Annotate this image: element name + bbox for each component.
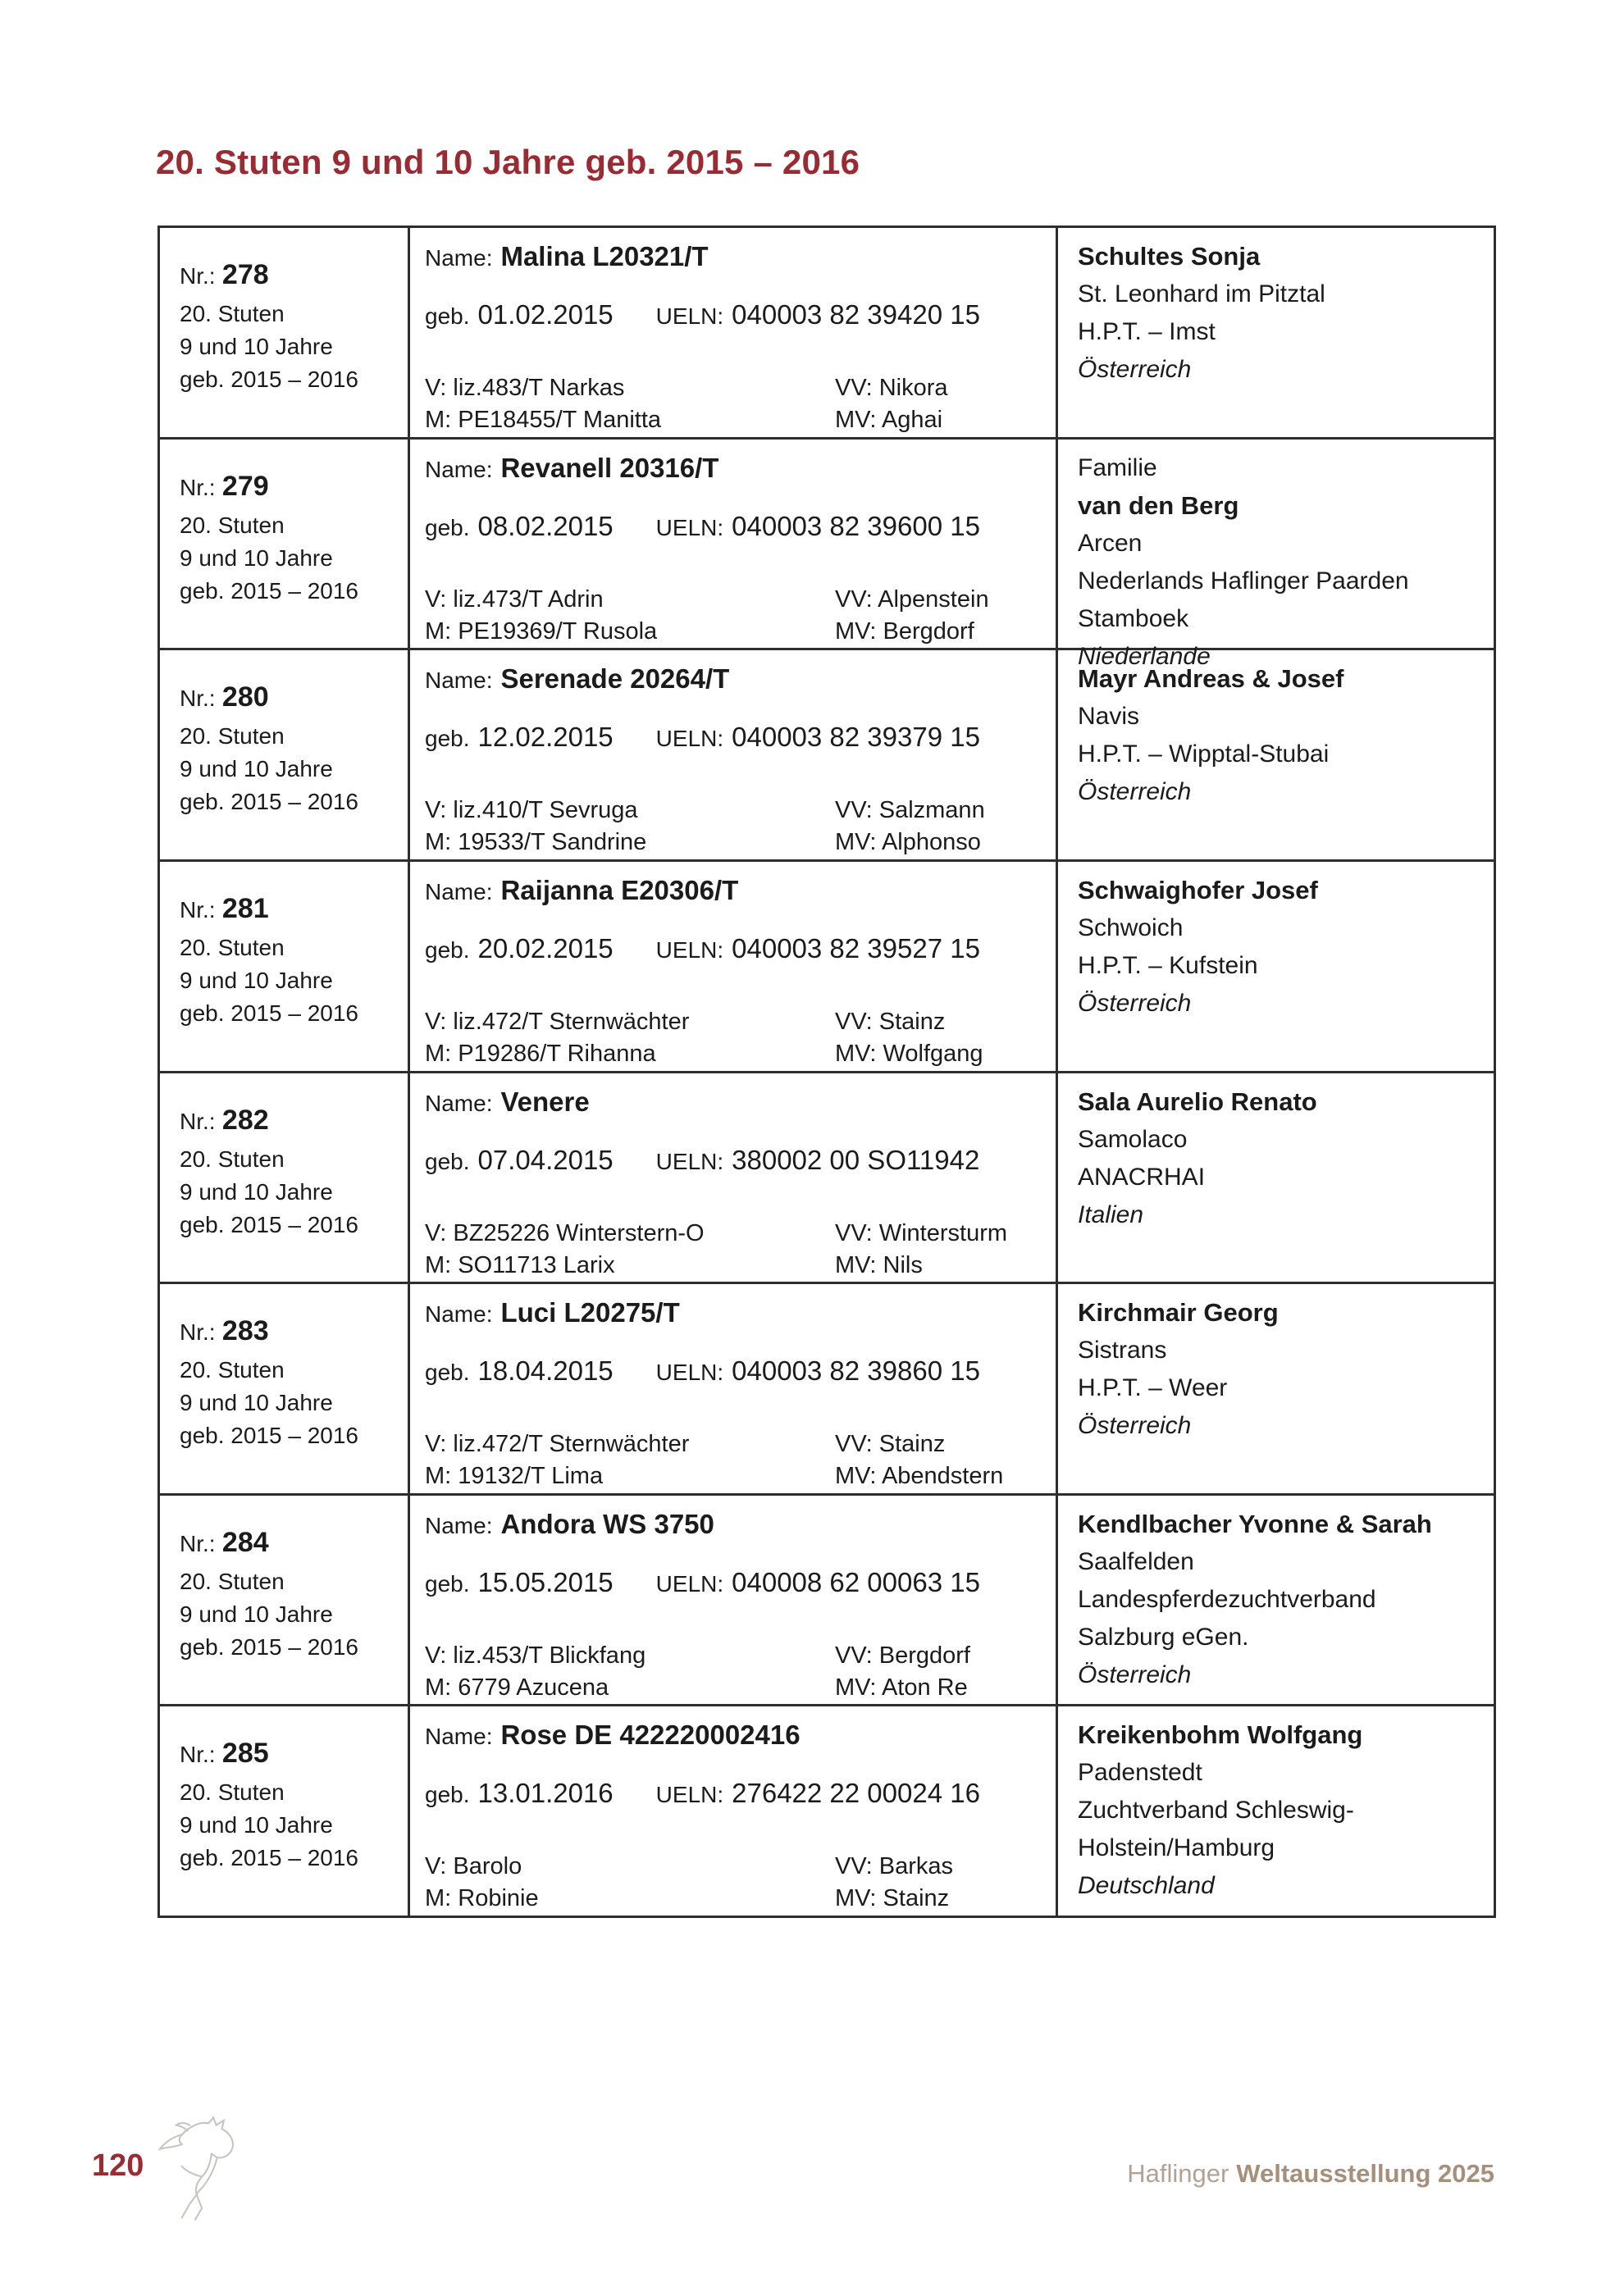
horse-name: Venere <box>500 1086 590 1117</box>
table-row <box>160 1706 1494 1916</box>
geb-label: geb. <box>425 514 470 540</box>
nr-line <box>180 259 396 291</box>
entry-number: 281 <box>221 892 269 924</box>
category-line: 9 und 10 Jahre <box>180 1178 333 1205</box>
entry-number-cell <box>160 1284 410 1493</box>
geb-label: geb. <box>425 1570 470 1597</box>
owner-line: H.P.T. – Weer <box>1078 1374 1228 1402</box>
owner-line: H.P.T. – Wipptal-Stubai <box>1078 740 1330 768</box>
nr-line <box>180 893 396 925</box>
dam-sire-label: MV: <box>835 1463 877 1490</box>
owner-line: Kirchmair Georg <box>1078 1298 1279 1328</box>
owner-line: Niederlande <box>1078 642 1211 670</box>
sire-label: V: <box>425 1642 447 1669</box>
sire-label: V: <box>425 1008 447 1035</box>
category-line: 9 und 10 Jahre <box>180 544 333 571</box>
name-label: Name: <box>425 245 493 271</box>
owner-line: Kendlbacher Yvonne & Sarah <box>1078 1509 1432 1538</box>
entry-number: 285 <box>221 1738 269 1770</box>
ueln-label: UELN: <box>655 936 724 963</box>
dam-label: M: <box>425 1463 452 1490</box>
owner-line: Arcen <box>1078 529 1143 557</box>
dam-label: M: <box>425 407 452 433</box>
entry-number-cell <box>160 650 410 859</box>
ueln-label: UELN: <box>655 1360 724 1386</box>
owner-line: Schultes Sonja <box>1078 242 1261 271</box>
category-line: 20. Stuten <box>180 1779 285 1806</box>
entry-number-cell <box>160 1706 410 1916</box>
dam-sire-label: MV: <box>835 829 877 856</box>
horse-name: Rose DE 422220002416 <box>500 1720 801 1751</box>
sire-sire-label: VV: <box>835 1219 873 1246</box>
owner-line: Samolaco <box>1078 1125 1188 1153</box>
owner-cell <box>1058 1706 1494 1916</box>
ueln-label: UELN: <box>655 1570 724 1597</box>
owner-line: Sala Aurelio Renato <box>1078 1086 1317 1116</box>
dam-sire-label: MV: <box>835 1674 877 1701</box>
geb-label: geb. <box>425 726 470 752</box>
horse-name: Malina L20321/T <box>500 241 709 271</box>
nr-line <box>180 1738 396 1770</box>
category-line: 20. Stuten <box>180 1357 285 1383</box>
sire-sire: Stainz <box>878 1008 946 1035</box>
owner-cell <box>1058 862 1494 1071</box>
sire-label: V: <box>425 797 447 824</box>
owner-line: H.P.T. – Kufstein <box>1078 951 1258 979</box>
name-label: Name: <box>425 1090 493 1116</box>
nr-line <box>180 681 396 713</box>
sire: liz.472/T Sternwächter <box>453 1008 690 1035</box>
owner-cell <box>1058 1496 1494 1705</box>
ueln-number: 040003 82 39527 15 <box>732 932 980 963</box>
entry-number: 278 <box>221 259 269 290</box>
owner-cell <box>1058 1073 1494 1282</box>
owner-line: Österreich <box>1078 1660 1192 1688</box>
horse-name: Andora WS 3750 <box>500 1508 714 1539</box>
sire-label: V: <box>425 1219 447 1246</box>
sire-sire: Nikora <box>878 375 948 401</box>
owner-line: Österreich <box>1078 778 1192 806</box>
sire-sire-label: VV: <box>835 797 873 824</box>
owner-line: H.P.T. – Imst <box>1078 318 1216 345</box>
ueln-number: 040003 82 39860 15 <box>732 1355 980 1387</box>
ueln-label: UELN: <box>655 303 724 329</box>
nr-label: Nr.: <box>180 896 216 922</box>
birth-date: 01.02.2015 <box>477 299 614 330</box>
name-label: Name: <box>425 456 493 482</box>
page-title: 20. Stuten 9 und 10 Jahre geb. 2015 – 2016 <box>156 143 860 181</box>
horse-details-cell <box>410 650 1058 859</box>
sire-sire: Alpenstein <box>878 585 989 613</box>
dam-label: M: <box>425 1040 452 1067</box>
dam-sire: Nils <box>883 1251 923 1278</box>
sire-sire: Stainz <box>878 1431 946 1458</box>
sire-sire-label: VV: <box>835 585 873 613</box>
table-row <box>160 1073 1494 1285</box>
sire-label: V: <box>425 585 447 613</box>
owner-cell <box>1058 228 1494 437</box>
ueln-number: 040003 82 39600 15 <box>732 510 980 541</box>
nr-line <box>180 1527 396 1559</box>
geb-label: geb. <box>425 1360 470 1386</box>
birth-date: 13.01.2016 <box>477 1778 614 1809</box>
catalog-table <box>157 226 1496 1918</box>
entry-number: 279 <box>221 470 269 502</box>
sire: liz.472/T Sternwächter <box>453 1431 690 1458</box>
sire-sire-label: VV: <box>835 1853 873 1880</box>
horse-name: Serenade 20264/T <box>500 663 730 695</box>
dam-sire: Abendstern <box>881 1463 1004 1490</box>
dam-sire-label: MV: <box>835 617 877 645</box>
sire: liz.453/T Blickfang <box>453 1642 646 1669</box>
ueln-label: UELN: <box>655 1782 724 1808</box>
category-line: geb. 2015 – 2016 <box>180 1845 358 1871</box>
footer-brand <box>1127 2159 1494 2189</box>
owner-line: Padenstedt <box>1078 1759 1202 1787</box>
dam: PE19369/T Rusola <box>458 617 658 645</box>
owner-line: Österreich <box>1078 356 1192 383</box>
sire-sire: Salzmann <box>878 797 985 824</box>
dam: 19132/T Lima <box>458 1463 604 1490</box>
category-line: geb. 2015 – 2016 <box>180 1633 358 1660</box>
ueln-number: 040008 62 00063 15 <box>732 1566 980 1597</box>
sire-sire: Barkas <box>878 1853 953 1880</box>
nr-label: Nr.: <box>180 1742 216 1768</box>
dam-sire-label: MV: <box>835 1885 877 1912</box>
sire: liz.473/T Adrin <box>453 585 604 613</box>
birth-date: 07.04.2015 <box>477 1144 614 1175</box>
horse-details-cell <box>410 862 1058 1071</box>
owner-line: Saalfelden <box>1078 1547 1194 1575</box>
category-line: 9 und 10 Jahre <box>180 334 333 359</box>
ueln-label: UELN: <box>655 1148 724 1174</box>
sire-sire-label: VV: <box>835 1431 873 1458</box>
owner-line: Sistrans <box>1078 1337 1167 1364</box>
nr-label: Nr.: <box>180 263 216 289</box>
entry-number: 284 <box>221 1526 269 1558</box>
geb-label: geb. <box>425 1148 470 1174</box>
birth-date: 18.04.2015 <box>477 1355 614 1387</box>
dam-sire-label: MV: <box>835 1040 877 1067</box>
category-line: geb. 2015 – 2016 <box>180 577 358 604</box>
sire: BZ25226 Winterstern-O <box>453 1219 705 1246</box>
sire-label: V: <box>425 1431 447 1458</box>
dam-label: M: <box>425 1885 452 1912</box>
dam-sire: Bergdorf <box>883 617 974 645</box>
ueln-number: 276422 22 00024 16 <box>732 1778 980 1809</box>
owner-line: Zuchtverband Schleswig-Holstein/Hamburg <box>1078 1797 1354 1862</box>
birth-date: 08.02.2015 <box>477 510 614 541</box>
name-label: Name: <box>425 1724 493 1750</box>
horse-details-cell <box>410 228 1058 437</box>
name-label: Name: <box>425 878 493 904</box>
owner-line: Italien <box>1078 1200 1144 1228</box>
category-line: 20. Stuten <box>180 301 285 326</box>
nr-label: Nr.: <box>180 1108 216 1134</box>
sire-sire-label: VV: <box>835 1642 873 1669</box>
entry-number: 282 <box>221 1104 269 1136</box>
birth-date: 20.02.2015 <box>477 932 614 963</box>
nr-label: Nr.: <box>180 686 216 712</box>
dam-sire: Stainz <box>883 1885 950 1912</box>
category-line: 9 und 10 Jahre <box>180 756 333 782</box>
ueln-number: 040003 82 39420 15 <box>732 299 980 330</box>
horse-details-cell <box>410 1706 1058 1916</box>
owner-cell <box>1058 440 1494 670</box>
table-row <box>160 650 1494 862</box>
footer-brand-bold: Weltausstellung 2025 <box>1236 2159 1494 2188</box>
nr-line <box>180 1105 396 1137</box>
nr-line <box>180 1315 396 1347</box>
name-label: Name: <box>425 667 493 694</box>
owner-line: St. Leonhard im Pitztal <box>1078 280 1325 308</box>
owner-line: ANACRHAI <box>1078 1163 1206 1191</box>
sire-sire-label: VV: <box>835 375 873 401</box>
category-line: 20. Stuten <box>180 512 285 538</box>
owner-line: Nederlands Haflinger Paarden Stamboek <box>1078 567 1409 632</box>
birth-date: 15.05.2015 <box>477 1566 614 1597</box>
category-line: geb. 2015 – 2016 <box>180 1211 358 1237</box>
category-line: geb. 2015 – 2016 <box>180 1423 358 1449</box>
entry-number-cell <box>160 862 410 1071</box>
ueln-number: 040003 82 39379 15 <box>732 722 980 753</box>
table-row <box>160 1284 1494 1496</box>
nr-label: Nr.: <box>180 1319 216 1346</box>
ueln-label: UELN: <box>655 514 724 540</box>
sire: liz.483/T Narkas <box>453 375 625 401</box>
horse-logo-icon <box>151 2116 251 2221</box>
geb-label: geb. <box>425 1782 470 1808</box>
entry-number: 283 <box>221 1315 269 1347</box>
category-line: 9 und 10 Jahre <box>180 1390 333 1416</box>
dam-label: M: <box>425 829 452 856</box>
dam: Robinie <box>458 1885 539 1912</box>
sire-sire: Wintersturm <box>878 1219 1008 1246</box>
footer-brand-regular: Haflinger <box>1127 2159 1229 2188</box>
category-line: geb. 2015 – 2016 <box>180 367 358 392</box>
dam-label: M: <box>425 1674 452 1701</box>
owner-line: Österreich <box>1078 1412 1192 1440</box>
dam-label: M: <box>425 617 452 645</box>
horse-name: Luci L20275/T <box>500 1297 680 1328</box>
horse-details-cell <box>410 1496 1058 1705</box>
category-line: 9 und 10 Jahre <box>180 1812 333 1838</box>
category-line: 20. Stuten <box>180 1568 285 1594</box>
sire: liz.410/T Sevruga <box>453 797 638 824</box>
owner-line: Schwaighofer Josef <box>1078 875 1318 904</box>
nr-label: Nr.: <box>180 1530 216 1556</box>
owner-line: Deutschland <box>1078 1872 1215 1900</box>
dam-sire: Aton Re <box>881 1674 968 1701</box>
dam: SO11713 Larix <box>458 1251 615 1278</box>
ueln-number: 380002 00 SO11942 <box>732 1144 980 1175</box>
horse-details-cell <box>410 1284 1058 1493</box>
owner-cell <box>1058 650 1494 859</box>
dam-sire-label: MV: <box>835 1251 877 1278</box>
horse-name: Raijanna E20306/T <box>500 874 739 905</box>
nr-label: Nr.: <box>180 474 216 500</box>
category-line: 20. Stuten <box>180 723 285 749</box>
owner-line: Schwoich <box>1078 913 1184 941</box>
owner-line: van den Berg <box>1078 490 1239 520</box>
sire-label: V: <box>425 1853 447 1880</box>
owner-cell <box>1058 1284 1494 1493</box>
horse-details-cell <box>410 440 1058 649</box>
table-row <box>160 862 1494 1073</box>
ueln-label: UELN: <box>655 726 724 752</box>
birth-date: 12.02.2015 <box>477 722 614 753</box>
table-row <box>160 228 1494 440</box>
name-label: Name: <box>425 1301 493 1328</box>
category-line: 9 und 10 Jahre <box>180 1601 333 1627</box>
sire-label: V: <box>425 375 447 401</box>
horse-details-cell <box>410 1073 1058 1282</box>
dam-sire: Wolfgang <box>883 1040 983 1067</box>
entry-number-cell <box>160 1496 410 1705</box>
category-line: 20. Stuten <box>180 1146 285 1172</box>
dam: 19533/T Sandrine <box>458 829 647 856</box>
name-label: Name: <box>425 1512 493 1538</box>
sire: Barolo <box>453 1853 522 1880</box>
entry-number-cell <box>160 1073 410 1282</box>
sire-sire-label: VV: <box>835 1008 873 1035</box>
horse-name: Revanell 20316/T <box>500 452 719 483</box>
dam-sire: Aghai <box>881 407 943 433</box>
sire-sire: Bergdorf <box>878 1642 970 1669</box>
category-line: geb. 2015 – 2016 <box>180 1000 358 1026</box>
entry-number-cell <box>160 440 410 649</box>
category-line: geb. 2015 – 2016 <box>180 789 358 815</box>
table-row <box>160 1496 1494 1707</box>
page-number: 120 <box>92 2148 144 2183</box>
owner-line: Mayr Andreas & Josef <box>1078 664 1344 694</box>
entry-number: 280 <box>221 681 269 713</box>
owner-line: Landespferdezuchtverband Salzburg eGen. <box>1078 1585 1376 1651</box>
dam-sire: Alphonso <box>881 829 981 856</box>
dam-label: M: <box>425 1251 452 1278</box>
dam: PE18455/T Manitta <box>458 407 662 433</box>
dam-sire-label: MV: <box>835 407 877 433</box>
dam: P19286/T Rihanna <box>458 1040 656 1067</box>
dam: 6779 Azucena <box>458 1674 609 1701</box>
nr-line <box>180 471 396 503</box>
geb-label: geb. <box>425 303 470 329</box>
owner-line: Navis <box>1078 703 1140 731</box>
category-line: 20. Stuten <box>180 934 285 960</box>
table-row <box>160 440 1494 670</box>
owner-line: Österreich <box>1078 989 1192 1017</box>
category-line: 9 und 10 Jahre <box>180 967 333 993</box>
geb-label: geb. <box>425 936 470 963</box>
owner-line: Kreikenbohm Wolfgang <box>1078 1720 1363 1750</box>
owner-line: Familie <box>1078 453 1157 481</box>
entry-number-cell <box>160 228 410 437</box>
